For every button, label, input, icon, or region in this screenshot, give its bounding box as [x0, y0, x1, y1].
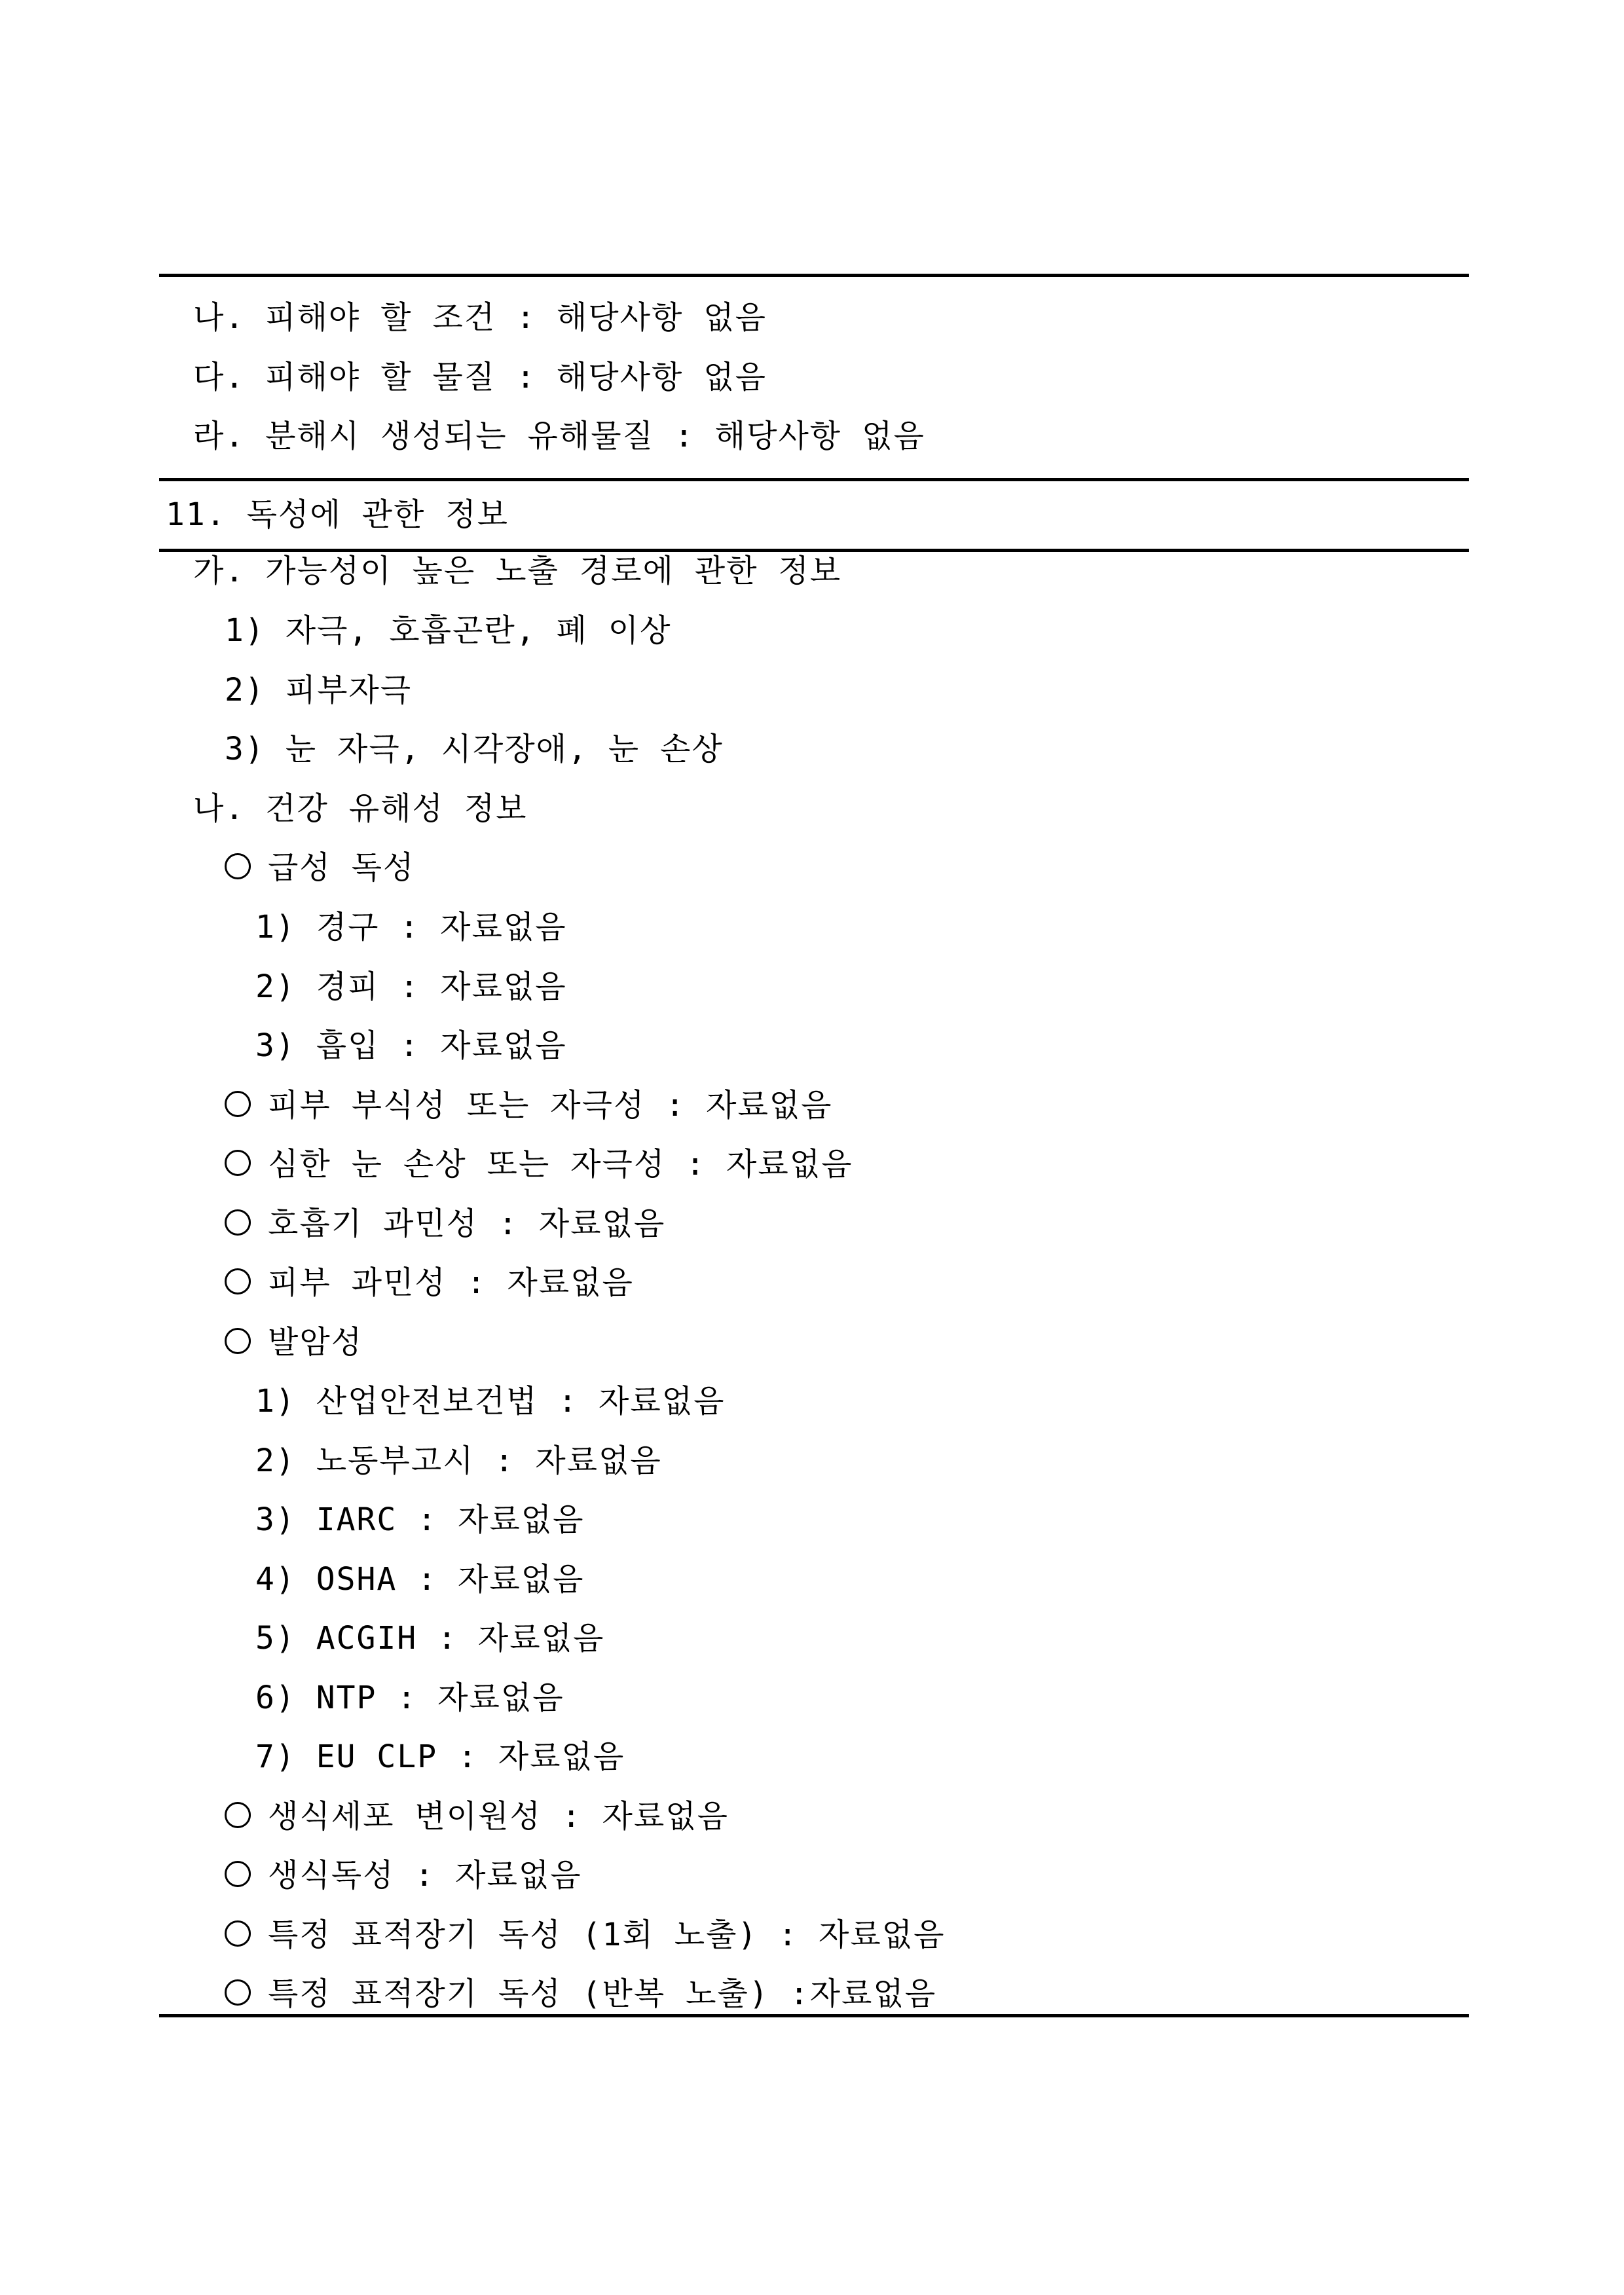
circle-bullet-icon: [225, 1328, 251, 1354]
health-hazard-heading: 나. 건강 유해성 정보: [193, 790, 528, 827]
mutagenicity-text: 생식세포 변이원성 : 자료없음: [268, 1798, 729, 1835]
acute-item-dermal: 2) 경피 : 자료없음: [255, 968, 567, 1005]
circle-bullet-icon: [225, 1861, 251, 1887]
resp-sensitization-line: [225, 1204, 665, 1243]
circle-bullet-icon: [225, 853, 251, 879]
skin-corrosion-text: 피부 부식성 또는 자극성 : 자료없음: [268, 1087, 833, 1124]
acute-item-oral: 1) 경구 : 자료없음: [255, 909, 567, 946]
section-rule-upper: [159, 478, 1469, 481]
stot-single-line: [225, 1915, 946, 1955]
circle-bullet-icon: [225, 1209, 251, 1236]
stot-repeat-text: 특정 표적장기 독성 (반복 노출) :자료없음: [268, 1975, 937, 2012]
circle-bullet-icon: [225, 1802, 251, 1828]
acute-item-inhalation: 3) 흡입 : 자료없음: [255, 1027, 567, 1064]
eye-damage-text: 심한 눈 손상 또는 자극성 : 자료없음: [268, 1146, 853, 1183]
section-11-title: 11. 독성에 관한 정보: [166, 496, 509, 533]
acute-toxicity-text: 급성 독성: [268, 849, 415, 886]
circle-bullet-icon: [225, 1268, 251, 1294]
carc-item-3: 3) IARC : 자료없음: [255, 1501, 585, 1538]
carcinogenicity-label: [225, 1323, 363, 1362]
skin-corrosion-line: [225, 1086, 833, 1125]
stot-repeat-line: [225, 1974, 936, 2013]
carc-item-4: 4) OSHA : 자료없음: [255, 1561, 585, 1598]
carc-item-7: 7) EU CLP : 자료없음: [255, 1738, 625, 1775]
reproductive-toxicity-line: [225, 1856, 582, 1895]
skin-sensitization-text: 피부 과민성 : 자료없음: [268, 1264, 634, 1301]
exposure-item-1: 1) 자극, 호흡곤란, 폐 이상: [225, 612, 672, 649]
resp-sensitization-text: 호흡기 과민성 : 자료없음: [268, 1205, 666, 1242]
sec10-b-conditions: 나. 피해야 할 조건 : 해당사항 없음: [193, 299, 767, 336]
circle-bullet-icon: [225, 1091, 251, 1117]
circle-bullet-icon: [225, 1920, 251, 1947]
exposure-item-2: 2) 피부자극: [225, 672, 413, 708]
eye-damage-line: [225, 1145, 853, 1184]
sec10-d-decomposition: 라. 분해시 생성되는 유해물질 : 해당사항 없음: [193, 418, 925, 454]
carc-item-5: 5) ACGIH : 자료없음: [255, 1620, 605, 1657]
exposure-route-heading: 가. 가능성이 높은 노출 경로에 관한 정보: [193, 553, 842, 589]
skin-sensitization-line: [225, 1263, 634, 1302]
circle-bullet-icon: [225, 1150, 251, 1176]
top-rule: [159, 274, 1469, 277]
carc-item-2: 2) 노동부고시 : 자료없음: [255, 1442, 662, 1479]
carc-item-1: 1) 산업안전보건법 : 자료없음: [255, 1383, 726, 1420]
carc-item-6: 6) NTP : 자료없음: [255, 1680, 564, 1716]
exposure-item-3: 3) 눈 자극, 시각장애, 눈 손상: [225, 731, 724, 767]
reproductive-toxicity-text: 생식독성 : 자료없음: [268, 1857, 582, 1894]
stot-single-text: 특정 표적장기 독성 (1회 노출) : 자료없음: [268, 1917, 946, 1953]
sec10-c-materials: 다. 피해야 할 물질 : 해당사항 없음: [193, 359, 767, 395]
mutagenicity-line: [225, 1797, 729, 1836]
carcinogenicity-text: 발암성: [268, 1324, 363, 1361]
circle-bullet-icon: [225, 1979, 251, 2006]
bottom-rule: [159, 2014, 1469, 2017]
acute-toxicity-label: [225, 848, 415, 887]
